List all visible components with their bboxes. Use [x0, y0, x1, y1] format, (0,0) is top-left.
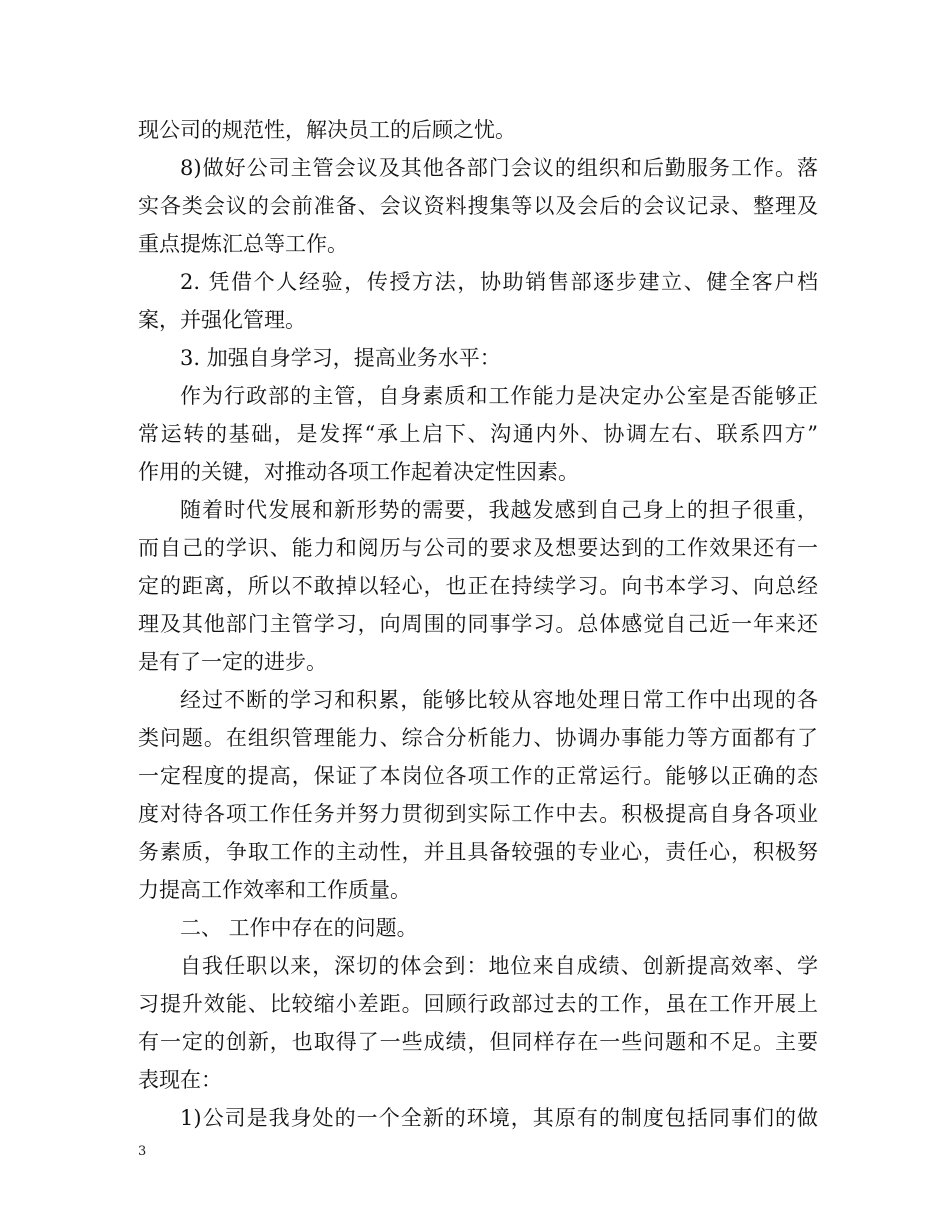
text-line: 1)公司是我身处的一个全新的环境，其原有的制度包括同事们的做 — [180, 1106, 818, 1130]
page-number: 3 — [138, 1144, 147, 1159]
text-line: 常运转的基础，是发挥“承上启下、沟通内外、协调左右、联系四方” — [138, 422, 818, 446]
text-line: 重点提炼汇总等工作。 — [138, 232, 348, 256]
text-line: 度对待各项工作任务并努力贯彻到实际工作中去。积极提高自身各项业 — [138, 802, 818, 826]
text-line: 作为行政部的主管，自身素质和工作能力是决定办公室是否能够正 — [180, 384, 818, 408]
text-line: 经过不断的学习和积累，能够比较从容地处理日常工作中出现的各 — [180, 688, 818, 712]
text-line: 理及其他部门主管学习，向周围的同事学习。总体感觉自己近一年来还 — [138, 612, 818, 636]
text-line: 一定程度的提高，保证了本岗位各项工作的正常运行。能够以正确的态 — [138, 764, 818, 788]
text-line: 自我任职以来，深切的体会到：地位来自成绩、创新提高效率、学 — [180, 954, 818, 978]
text-line: 随着时代发展和新形势的需要，我越发感到自己身上的担子很重， — [180, 498, 818, 522]
text-line: 是有了一定的进步。 — [138, 650, 327, 674]
text-line: 2. 凭借个人经验，传授方法，协助销售部逐步建立、健全客户档 — [180, 270, 818, 294]
text-line: 而自己的学识、能力和阅历与公司的要求及想要达到的工作效果还有一 — [138, 536, 818, 560]
text-line: 有一定的创新，也取得了一些成绩，但同样存在一些问题和不足。主要 — [138, 1030, 818, 1054]
text-line: 作用的关键，对推动各项工作起着决定性因素。 — [138, 460, 579, 484]
text-line: 定的距离，所以不敢掉以轻心，也正在持续学习。向书本学习、向总经 — [138, 574, 818, 598]
text-line: 习提升效能、比较缩小差距。回顾行政部过去的工作，虽在工作开展上 — [138, 992, 818, 1016]
section-heading: 二、 工作中存在的问题。 — [180, 916, 418, 940]
text-line: 类问题。在组织管理能力、综合分析能力、协调办事能力等方面都有了 — [138, 726, 818, 750]
text-line: 力提高工作效率和工作质量。 — [138, 878, 411, 902]
text-line: 实各类会议的会前准备、会议资料搜集等以及会后的会议记录、整理及 — [138, 194, 818, 218]
text-line: 8)做好公司主管会议及其他各部门会议的组织和后勤服务工作。落 — [180, 156, 818, 180]
text-line: 现公司的规范性，解决员工的后顾之忧。 — [138, 118, 516, 142]
text-line: 3. 加强自身学习，提高业务水平： — [180, 346, 501, 370]
text-line: 表现在： — [138, 1068, 222, 1092]
text-line: 务素质，争取工作的主动性，并且具备较强的专业心，责任心，积极努 — [138, 840, 818, 864]
text-line: 案，并强化管理。 — [138, 308, 306, 332]
